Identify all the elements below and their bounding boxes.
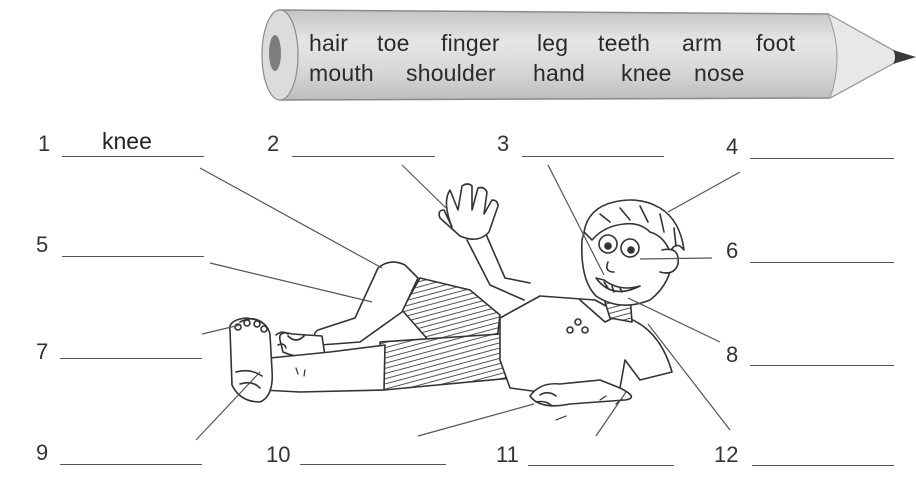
answer-line[interactable] [750, 365, 894, 366]
word-bank-item: leg [537, 30, 569, 56]
answer-line[interactable] [528, 465, 674, 466]
word-bank-item: mouth [309, 60, 374, 86]
question-number: 6 [726, 238, 739, 263]
question-number: 3 [497, 131, 510, 156]
word-bank-item: arm [682, 30, 723, 56]
question-number: 1 [38, 131, 51, 156]
pointer-line-4 [668, 172, 740, 212]
word-bank-item: teeth [598, 30, 651, 56]
question-number: 10 [266, 442, 291, 467]
pointer-line-5 [210, 263, 372, 302]
answer-text: knee [102, 128, 152, 154]
pointer-line-2 [402, 165, 446, 208]
question-number: 2 [267, 131, 280, 156]
pointer-line-12 [648, 324, 730, 430]
pointer-line-9 [196, 372, 260, 440]
answer-line[interactable] [300, 464, 446, 465]
word-bank-item: shoulder [406, 60, 496, 86]
word-bank-item: toe [377, 30, 410, 56]
answer-line[interactable] [62, 256, 204, 257]
word-bank-item: knee [621, 60, 672, 86]
answer-line[interactable] [522, 156, 664, 157]
answer-line[interactable] [750, 262, 894, 263]
answer-line[interactable] [60, 358, 202, 359]
question-number: 4 [726, 134, 739, 159]
answer-line[interactable] [62, 156, 204, 157]
answer-line[interactable] [750, 158, 894, 159]
boy-illustration [230, 184, 684, 420]
word-bank-item: hand [533, 60, 585, 86]
word-bank-item: foot [756, 30, 796, 56]
word-bank-item: hair [309, 30, 349, 56]
pointer-line-10 [418, 404, 534, 436]
answer-line[interactable] [60, 464, 202, 465]
answer-line[interactable] [292, 156, 435, 157]
question-number: 8 [726, 342, 739, 367]
question-number: 9 [36, 440, 49, 465]
word-bank-item: nose [694, 60, 745, 86]
question-number: 11 [496, 442, 519, 467]
pointer-line-1 [200, 168, 382, 268]
question-number: 5 [36, 232, 49, 257]
word-bank-item: finger [441, 30, 500, 56]
question-number: 7 [36, 339, 49, 364]
question-number: 12 [714, 442, 739, 467]
answer-line[interactable] [752, 465, 894, 466]
